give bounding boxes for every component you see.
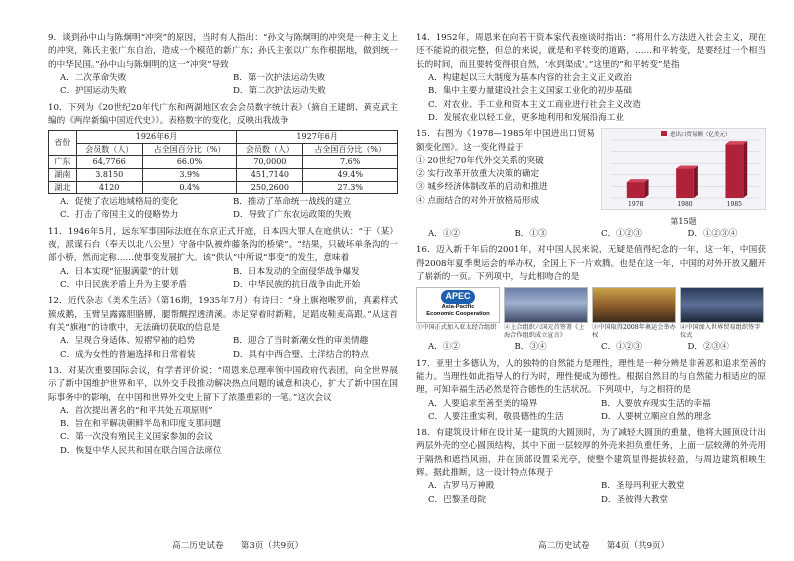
question-10 [48, 102, 398, 223]
bar-1980 [676, 169, 694, 198]
option-d[interactable]: D．导致了广东农运政策的失败 [233, 210, 352, 221]
question-stem: 9．谈到孙中山与陈炯明“冲突”的原因，当时有人指出：“孙文与陈炯明的冲突是一种主义上的冲突，陈氏主张广东自治，造成一个模范的新广东；孙氏主张以广东作根据地，做到统一的中华民国。”孙中山与陈炯明的这一“冲突”导致 [48, 33, 398, 70]
bar-side [743, 141, 747, 198]
statement-item: ① 20世纪70年代外交关系的突破 [416, 155, 544, 166]
legend-swatch [661, 131, 667, 136]
option-b[interactable]: B．③④ [514, 342, 547, 353]
option-a[interactable]: A．二次革命失败 [60, 72, 127, 83]
table-corner: 省份 [49, 131, 77, 156]
photo-row [416, 287, 766, 340]
bar-1978 [627, 182, 645, 198]
option-d[interactable]: D．中华民族的抗日战争由此开始 [233, 280, 361, 291]
question-11 [48, 226, 398, 293]
x-tick-label: 1978 [628, 201, 644, 209]
table-cell: 64,7766 [76, 156, 142, 169]
question-stem: 14．1952年，周恩来在向若干资本家代表座谈时指出：“将用什么方法进入社会主义，现在还不能说的很完整，但总的来说，就是和平转变的道路，……和平转变，是要经过一个相当长的时间，而且要转变得很自然，‘水到渠成’。”这里的“和平转变”是指 [416, 33, 766, 70]
table-cell: 70,0000 [237, 156, 303, 169]
trade-chart-figure [601, 128, 766, 228]
option-d[interactable]: D．①②③④ [687, 228, 738, 239]
statement-item: ④ 点面结合的对外开放格局形成 [416, 195, 540, 206]
table-cell: 湖南 [49, 168, 77, 181]
question-stem: 18．有建筑设计师在设计某一建筑的大圆顶时，为了减轻大圆顶的重量，他将大圆顶设计出两层外壳的空心圆顶结构，其中下面一层较厚的外壳来担负重任务，上面一层较薄的外壳用于隔热和遮挡风雨，并在顶部设置采光亭，使整个建筑显得挺拔轻盈，与周边建筑相映生辉。据此推断，这一设计特点体现于 [416, 428, 766, 479]
option-a[interactable]: A．①② [428, 342, 460, 353]
option-a[interactable]: A．促使了农运地域格局的变化 [60, 197, 178, 208]
table-row [49, 156, 398, 169]
table-cell: 7.6% [303, 156, 398, 169]
option-b[interactable]: B．第一次护法运动失败 [233, 72, 326, 83]
table-cell: 250,2600 [237, 181, 303, 194]
photo-caption: ③中国取得2008年奥运会举办权 [592, 324, 676, 340]
page-footer-right: 高二历史试卷 第4页（共9页） [538, 541, 670, 551]
table-cell: 66.0% [142, 156, 237, 169]
option-c[interactable]: C．巴黎圣母院 [428, 494, 487, 505]
photo-caption: ②上合组织六国元首签署《上海合作组织成立宣言》 [504, 324, 585, 340]
table-cell: 451,7140 [237, 168, 303, 181]
photo-2 [504, 287, 588, 340]
left-column [48, 32, 398, 461]
right-column [416, 32, 766, 510]
table-cell: 3.8150 [76, 168, 142, 181]
option-a[interactable]: A．呈现合身适体、短褶窄袖的趋势 [60, 336, 196, 347]
leaders-photo [504, 287, 588, 323]
table-cell: 4120 [76, 181, 142, 194]
question-14 [416, 32, 766, 125]
option-d[interactable]: D．恢复中华人民共和国在联合国合法席位 [60, 445, 222, 456]
legend-label: 进出口贸易额（亿美元） [670, 132, 731, 139]
option-b[interactable]: B．集中主要力量建设社会主义国家工业化的初步基础 [428, 86, 632, 97]
figure-caption: 第15题 [670, 216, 697, 226]
option-c[interactable]: C．护国运动失败 [60, 86, 127, 97]
question-stem: 15．右图为《1978—1985年中国进出口贸易额变化图》。这一变化得益于 [416, 129, 595, 153]
option-b[interactable]: B．推动了革命统一战线的建立 [233, 197, 352, 208]
table-cell: 广东 [49, 156, 77, 169]
question-15 [416, 128, 766, 241]
option-c[interactable]: C．第一次没有殖民主义国家参加的会议 [60, 432, 213, 443]
statement-item: ③ 城乡经济体制改革的启动和推进 [416, 182, 548, 193]
option-c[interactable]: C．人要注重实利，敬畏德性的生活 [428, 411, 564, 422]
question-stem: 17．亚里士多德认为，人的独特的自然能力是理性，理性是一种分辨是非善恶和追求至善的能力。当理性如此指导人的行为时，理性便成为德性。根据自然目的与自然能力相适应的原理，可知幸福生活必然是符合德性的生活状况。下列项中，与之相符的是 [416, 358, 766, 396]
table-header: 会员数（人） [237, 143, 303, 156]
table-row [49, 168, 398, 181]
question-17 [416, 358, 766, 425]
bar-side [645, 179, 649, 198]
x-tick-label: 1985 [726, 201, 742, 209]
trade-bar-chart [601, 128, 766, 210]
option-b[interactable]: B．旨在和平解决朝鲜半岛和印度支那问题 [60, 419, 222, 430]
table-header: 占全国百分比（%） [303, 143, 398, 156]
option-d[interactable]: D．发展农业以轻工业，更多地利用和发展沿海工业 [428, 112, 624, 123]
option-c[interactable]: C．成为女性的普遍选择和日常着装 [60, 349, 196, 360]
table-row [49, 181, 398, 194]
table-cell: 49.4% [303, 168, 398, 181]
option-c[interactable]: C．中日民族矛盾上升为主要矛盾 [60, 280, 187, 291]
option-d[interactable]: D．具有中西合璧、土洋结合的特点 [233, 349, 369, 360]
photo-caption: ①中国正式加入亚太经合组织 [416, 324, 497, 332]
table-header: 占全国百分比（%） [142, 143, 237, 156]
apec-logo: APEC Asia-Pacific Economic Cooperation [416, 287, 500, 323]
question-stem: 12．近代杂志《美术生活》（第16期，1935年7月）有诗曰：“身上旗袍喉罗前，真素样式簇成鹅，玉臂呈露露胆胳膊，腿帮醒捏透清溪。赤足穿着时新鞋，足蹈皮鞋麦高跟。”从这首有关“旗袍”的诗歌中，无法确切获取的信息是 [48, 296, 398, 333]
option-a[interactable]: A．人要追求至善至美的境界 [428, 398, 538, 409]
table-year-1926: 1926年6月 [76, 131, 237, 144]
table-header: 会员数（人） [76, 143, 142, 156]
question-stem: 16．迈入新千年后的2001年，对中国人民来说，无疑是值得纪念的一年，这一年，中国获得2008年夏季奥运会的举办权，全国上下一片欢腾。也是在这一年，中国的对外开放又翻开了崭新的一页。下列项中，与此相吻合的是 [416, 245, 766, 282]
question-9 [48, 32, 398, 99]
bar-side [694, 166, 698, 198]
question-18 [416, 427, 766, 507]
option-a[interactable]: A．首次提出著名的“和平共处五项原则” [60, 405, 213, 416]
option-c[interactable]: C．对农业、手工业和资本主义工商业进行社会主义改造 [428, 99, 641, 110]
option-a[interactable]: A．日本实现“征服满蒙”的计划 [60, 266, 179, 277]
photo-1 [416, 287, 500, 340]
option-b[interactable]: B．①③ [514, 228, 547, 239]
option-c[interactable]: C．①②③ [601, 342, 642, 353]
question-stem: 13．对某次重要国际会议，有学者评价说：“周恩来总理率领中国政府代表团，向全世界展示了新中国维护世界和平，以外交手段推动解决热点问题的诚意和决心，扩大了新中国在国际事务中的影响，在中国和世界外交史上留下了浓墨重彩的一笔。”这次会议 [48, 365, 398, 403]
bar-1985 [725, 144, 743, 198]
x-tick-label: 1980 [677, 201, 693, 209]
option-a[interactable]: A．构建起以三大制度为基本内容的社会主义正义政治 [428, 72, 632, 83]
table-year-1927: 1927年6月 [237, 131, 398, 144]
option-b[interactable]: B．迎合了当时新潮女性的审美情趣 [233, 336, 369, 347]
option-d[interactable]: D．人要树立顺应自然的理念 [601, 411, 712, 422]
page-footer-left: 高二历史试卷 第3页（共9页） [172, 541, 304, 551]
photo-4 [680, 287, 764, 340]
option-b[interactable]: B．日本发动的全面侵华战争爆发 [233, 266, 360, 277]
olympic-photo [592, 287, 676, 323]
table-cell: 3.9% [142, 168, 237, 181]
table-cell: 湖北 [49, 181, 77, 194]
option-d[interactable]: D．第二次护法运动失败 [233, 86, 326, 97]
table-cell: 0.4% [142, 181, 237, 194]
option-c[interactable]: C．打击了帝国主义的侵略势力 [60, 210, 179, 221]
question-stem: 11．1946年5月，远东军事国际法庭在东京正式开庭，日本四大罪人在庭供认：“于（某）夜，派谋石台（奉天以北八公里）守备中队被炸藤条沟的桥梁”。“结果，只破坏单条沟的一部小桥，然而定称……使事变发展扩大。该“供认”中所说“事变”的发生，意味着 [48, 226, 398, 264]
photo-caption: ④中国加入世界贸易组织签字仪式 [680, 324, 761, 340]
statement-item: ② 实行改革开放重大决策的确定 [416, 169, 540, 180]
question-stem: 10．下列为《20世纪20年代广东和两湖地区农会会员数字统计表》（摘自王建朗、黄克武主编的《两岸新编中国近代史》）。表格数字的变化，反映出我战争 [48, 102, 398, 126]
wto-photo [680, 287, 764, 323]
photo-3 [592, 287, 676, 340]
table-cell: 27.3% [303, 181, 398, 194]
option-a[interactable]: A．①② [428, 228, 460, 239]
option-d[interactable]: D．②③④ [687, 342, 729, 353]
option-d[interactable]: D．圣彼得大教堂 [601, 494, 669, 505]
option-b[interactable]: B．人要放弃现实生活的幸福 [601, 398, 711, 409]
question-13 [48, 365, 398, 458]
membership-table [48, 130, 398, 194]
question-12 [48, 295, 398, 362]
option-c[interactable]: C．①②③ [601, 228, 642, 239]
option-b[interactable]: B．圣母玛利亚大教堂 [601, 481, 685, 492]
question-16 [416, 244, 766, 354]
option-a[interactable]: A．古罗马万神殿 [428, 481, 495, 492]
